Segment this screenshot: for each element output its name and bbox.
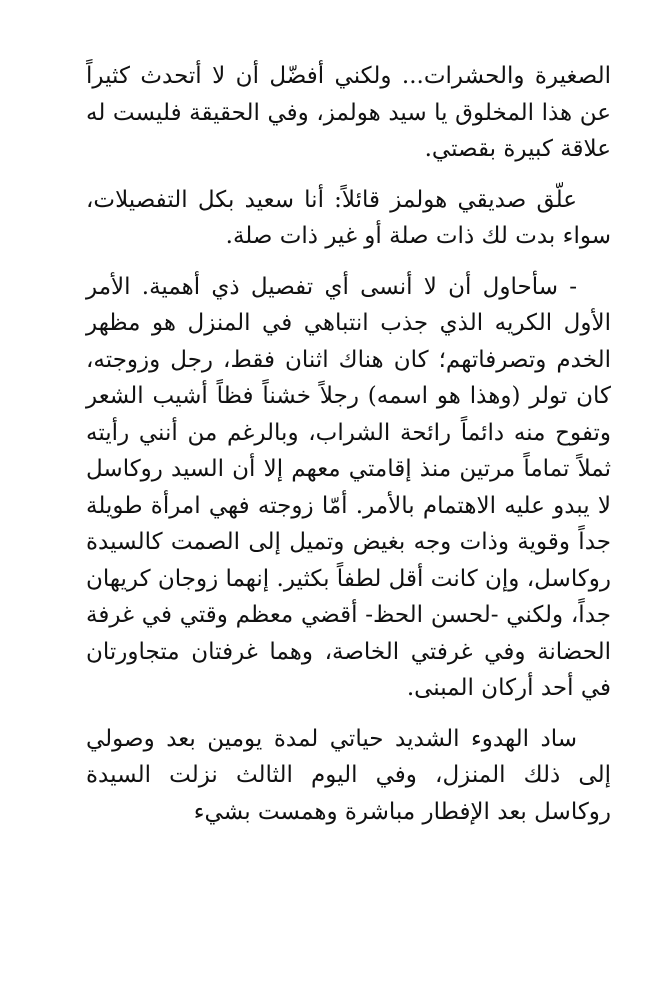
page-text [86,58,611,830]
paragraph-servants-description: - سأحاول أن لا أنسى أي تفصيل ذي أهمية. الأمر الأول الكريه الذي جذب انتباهي في المنزل هو مظهر الخدم وتصرفاتهم؛ كان هناك اثنان فقط، رجل وزوجته، كان تولر (وهذا هو اسمه) رجلاً خشناً فظاً أشيب الشعر وتفوح منه دائماً رائحة الشراب، وبالرغم من أنني رأيته ثملاً تماماً مرتين منذ إقامتي معهم إلا أن السيد روكاسل لا يبدو عليه الاهتمام بالأمر. أمّا زوجته فهي امرأة طويلة جداً وقوية وذات وجه بغيض وتميل إلى الصمت كالسيدة روكاسل، وإن كانت أقل لطفاً بكثير. إنهما زوجان كريهان جداً، ولكني -لحسن الحظ- أقضي معظم وقتي في غرفة الحضانة وفي غرفتي الخاصة، وهما غرفتان متجاورتان في أحد أركان المبنى. [86,273,611,701]
paragraph-holmes-comment: علّق صديقي هولمز قائلاً: أنا سعيد بكل التفصيلات، سواء بدت لك ذات صلة أو غير ذات صلة. [86,186,611,249]
paragraph-third-day: ساد الهدوء الشديد حياتي لمدة يومين بعد وصولي إلى ذلك المنزل، وفي اليوم الثالث نزلت السيدة روكاسل بعد الإفطار مباشرة وهمست بشيء [86,725,611,825]
paragraph-continuation: الصغيرة والحشرات... ولكني أفضّل أن لا أتحدث كثيراً عن هذا المخلوق يا سيد هولمز، وفي الحقيقة فليست له علاقة كبيرة بقصتي. [86,63,611,162]
